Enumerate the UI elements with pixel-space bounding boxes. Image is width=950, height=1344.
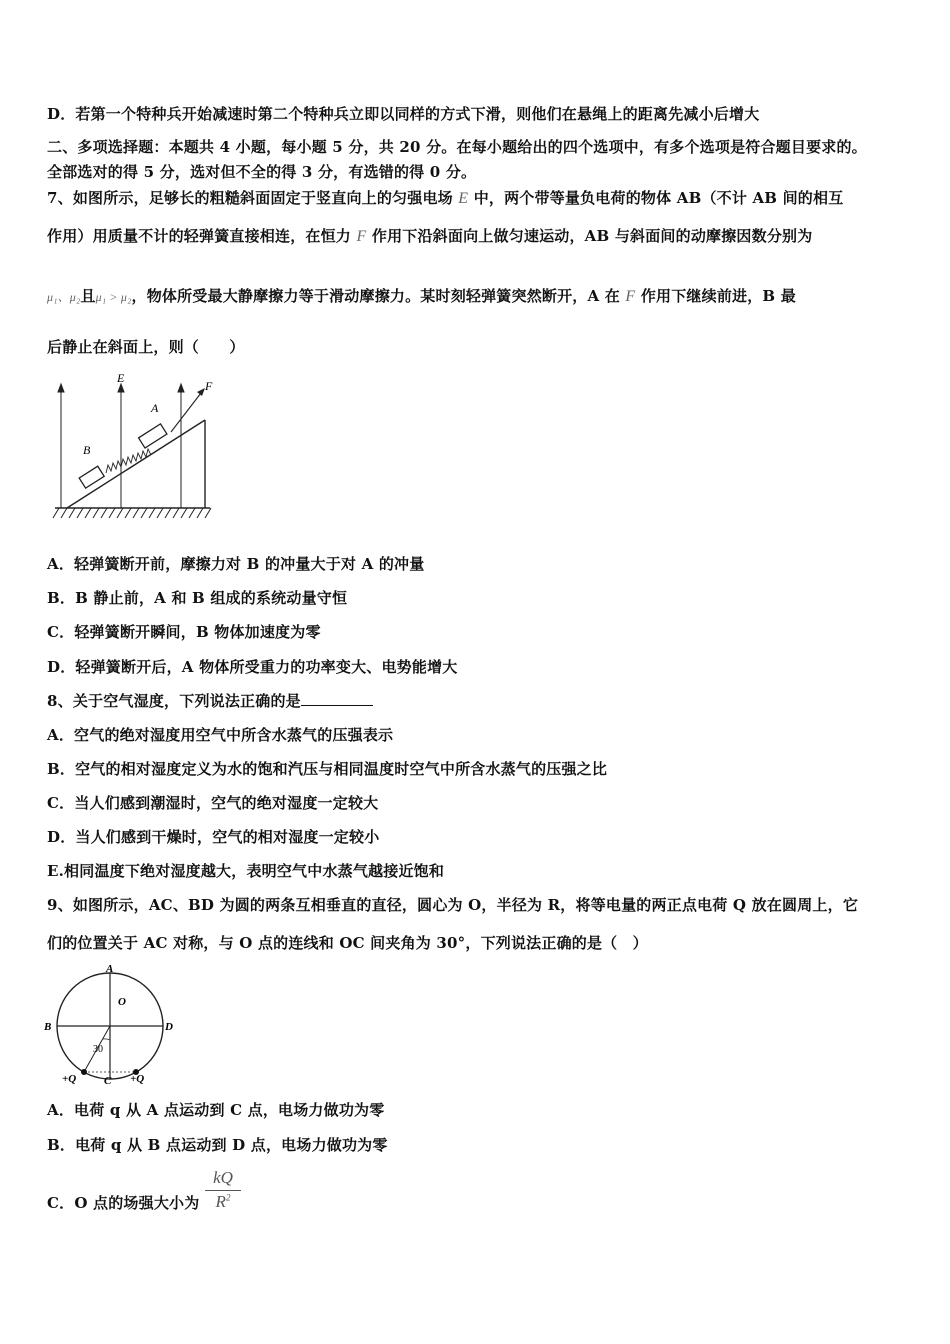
q9-option-b: B．电荷 q 从 B 点运动到 D 点，电场力做功为零 [47, 1136, 388, 1154]
angle-arc [103, 1039, 110, 1040]
q7-option-b: B．B 静止前，A 和 B 组成的系统动量守恒 [47, 589, 348, 607]
section-2-heading: 二、多项选择题：本题共 4 小题，每小题 5 分，共 20 分。在每小题给出的四个选项中，有多个选项是符合题目要求的。 [47, 138, 867, 156]
incline-surface [67, 420, 205, 508]
q9-option-c: C．O 点的场强大小为 [47, 1194, 200, 1212]
q8-option-c: C．当人们感到潮湿时，空气的绝对湿度一定较大 [47, 794, 379, 812]
circle-figure [40, 960, 180, 1090]
q7-text: 中，两个带等量负电荷的物体 AB（不计 AB 间的相互 [473, 189, 844, 207]
incline-figure [45, 368, 220, 528]
label-b: B [44, 1021, 52, 1033]
q8-option-a: A．空气的绝对湿度用空气中所含水蒸气的压强表示 [47, 726, 394, 744]
q9-stem-line1: 9、如图所示，AC、BD 为圆的两条互相垂直的直径，圆心为 O，半径为 R，将等电量的两正点电荷 Q 放在圆周上，它 [47, 896, 859, 914]
q7-text: 作用下沿斜面向上做匀速运动，AB 与斜面间的动摩擦因数分别为 [371, 227, 813, 245]
q7-text: 作用）用质量不计的轻弹簧直接相连，在恒力 [47, 227, 352, 245]
force-arrow-head [197, 388, 205, 396]
mu-inequality: μ₁ > μ₂ [95, 290, 132, 304]
q8-stem [47, 690, 373, 711]
q7-text: 7、如图所示，足够长的粗糙斜面固定于竖直向上的匀强电场 [47, 189, 453, 207]
q7-text: 作用下继续前进，B 最 [640, 287, 796, 305]
q7-option-a: A．轻弹簧断开前，摩擦力对 B 的冲量大于对 A 的冲量 [47, 555, 425, 573]
q7-stem-line2 [47, 225, 812, 246]
label-q-right: +Q [130, 1073, 145, 1085]
fraction-numerator: kQ [205, 1168, 241, 1191]
label-f: F [205, 379, 213, 393]
q7-text: ，物体所受最大静摩擦力等于滑动摩擦力。某时刻轻弹簧突然断开，A 在 [131, 287, 620, 305]
label-q-left: +Q [62, 1073, 77, 1085]
fraction-kq-over-r2 [205, 1168, 241, 1212]
section-2-scoring: 全部选对的得 5 分，选对但不全的得 3 分，有选错的得 0 分。 [47, 163, 477, 181]
q7-stem-line3 [47, 285, 796, 306]
q8-option-d: D．当人们感到干燥时，空气的相对湿度一定较小 [47, 828, 380, 846]
q8-option-b: B．空气的相对湿度定义为水的饱和汽压与相同温度时空气中所含水蒸气的压强之比 [47, 760, 608, 778]
label-o: O [118, 996, 126, 1008]
field-symbol-e: E [458, 190, 469, 207]
fraction-den-exponent: 2 [225, 1192, 231, 1203]
q7-stem-line1 [47, 187, 843, 208]
q7-stem-line4: 后静止在斜面上，则（ ） [47, 338, 245, 356]
q9-stem-line2: 们的位置关于 AC 对称，与 O 点的连线和 OC 间夹角为 30°，下列说法正确的是（ ） [47, 934, 648, 952]
label-a: A [151, 401, 159, 415]
answer-blank [301, 691, 373, 706]
label-a: A [106, 963, 114, 975]
q8-option-e: E.相同温度下绝对湿度越大，表明空气中水蒸气越接近饱和 [47, 862, 445, 880]
ground-hatching [53, 508, 211, 518]
q8-text: 8、关于空气湿度，下列说法正确的是 [47, 692, 301, 710]
fraction-den-base: R [215, 1192, 226, 1211]
label-d: D [165, 1021, 173, 1033]
label-b: B [83, 443, 91, 457]
q7-option-d: D．轻弹簧断开后，A 物体所受重力的功率变大、电势能增大 [47, 658, 458, 676]
block-b [79, 466, 104, 488]
block-a [139, 424, 167, 448]
force-symbol-f: F [356, 228, 367, 245]
mu-symbols: μ₁、μ₂ [47, 290, 81, 304]
q9-option-a: A．电荷 q 从 A 点运动到 C 点，电场力做功为零 [47, 1101, 385, 1119]
force-symbol-f: F [625, 288, 636, 305]
label-angle: 30 [93, 1044, 103, 1055]
q7-option-c: C．轻弹簧断开瞬间，B 物体加速度为零 [47, 623, 321, 641]
charge-left [81, 1069, 87, 1075]
q7-text: 且 [80, 287, 96, 305]
q6-option-d: D．若第一个特种兵开始减速时第二个特种兵立即以同样的方式下滑，则他们在悬绳上的距离先减小后增大 [47, 105, 760, 123]
label-e: E [117, 371, 125, 385]
label-c: C [104, 1075, 112, 1087]
fraction-denominator [205, 1191, 241, 1212]
